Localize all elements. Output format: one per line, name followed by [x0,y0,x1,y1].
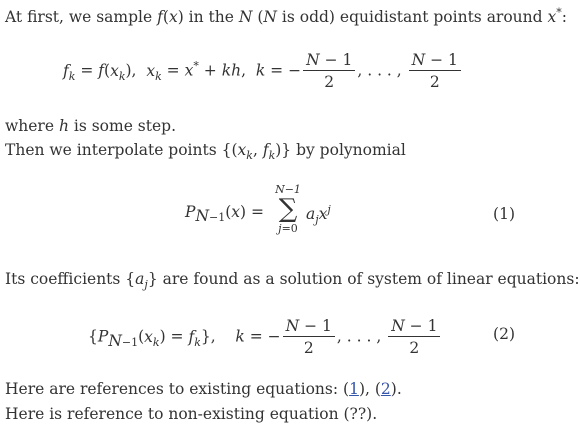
paragraph-sampling: At first, we sample f(x) in the N (N is odd) equidistant points around x*: [5,6,567,27]
equation-polynomial-term: $a_jx^j$ [306,203,331,227]
paragraph-interpolate: Then we interpolate points {($x_k$, $f_k$)} by polynomial [5,141,406,163]
paragraph-references: Here are references to existing equations: (1), (2). [5,380,402,398]
equation-link-1[interactable]: 1 [349,380,359,398]
equation-polynomial: $P_{N-1}(x)$ = [185,203,264,226]
missing-equation-ref: (??). [343,405,378,423]
math-f-of-x: f [157,8,163,27]
paragraph-coefficients: Its coefficients $\{a_j\}$ are found as a solution of system of linear equations: [5,270,580,292]
paragraph-missing-reference: Here is reference to non-existing equation (??). [5,405,378,423]
sum-symbol: N−1 ∑ j=0 [275,183,301,235]
paragraph-step: where h is some step. [5,117,177,135]
equation-number-2: (2) [493,325,515,343]
equation-system: $\{P_{N-1}(x_k) = f_k\}$, k = − $\frac{N - 1}{2}$ , . . . , $\frac{N - 1}{2}$ [88,316,442,359]
equation-number-1: (1) [493,205,515,223]
equation-link-2[interactable]: 2 [380,380,391,398]
equation-sampling: $f_k = f(x_k)$, $x_k = x^*$ + kh, k = − $\frac{N - 1}{2}$ , . . . , $\frac{N - 1}{2}$ [63,50,463,93]
